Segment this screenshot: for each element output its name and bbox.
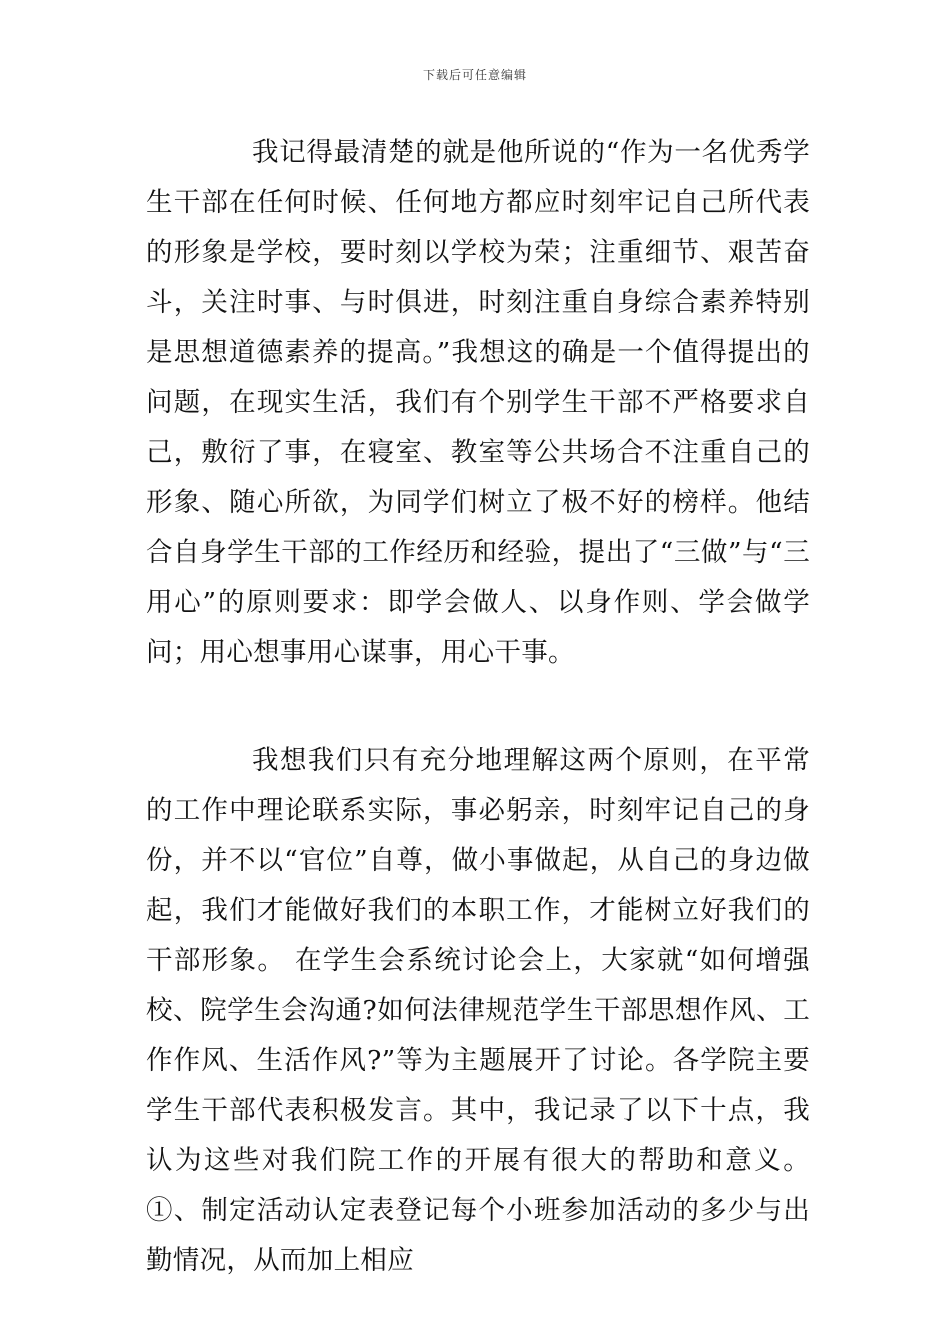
page-header-note: 下载后可任意编辑	[422, 68, 527, 82]
document-body	[146, 128, 810, 1286]
paragraph-2: 我想我们只有充分地理解这两个原则，在平常的工作中理论联系实际，事必躬亲，时刻牢记自己的身份，并不以“官位”自尊，做小事做起，从自己的身边做起，我们才能做好我们的本职工作，才能树立好我们的干部形象。 在学生会系统讨论会上，大家就“如何增强校、院学生会沟通?如何法律规范学生干部思想作风、工作作风、生活作风?”等为主题展开了讨论。各学院主要学生干部代表积极发言。其中，我记录了以下十点，我认为这些对我们院工作的开展有很大的帮助和意义。①、制定活动认定表登记每个小班参加活动的多少与出勤情况，从而加上相应	[146, 745, 810, 1276]
paragraph-1: 我记得最清楚的就是他所说的“作为一名优秀学生干部在任何时候、任何地方都应时刻牢记自己所代表的形象是学校，要时刻以学校为荣；注重细节、艰苦奋斗，关注时事、与时俱进，时刻注重自身综合素养特别是思想道德素养的提高。”我想这的确是一个值得提出的问题，在现实生活，我们有个别学生干部不严格要求自己，敷衍了事，在寝室、教室等公共场合不注重自己的形象、随心所欲，为同学们树立了极不好的榜样。他结合自身学生干部的工作经历和经验，提出了“三做”与“三用心”的原则要求：即学会做人、以身作则、学会做学问；用心想事用心谋事，用心干事。	[146, 137, 810, 668]
